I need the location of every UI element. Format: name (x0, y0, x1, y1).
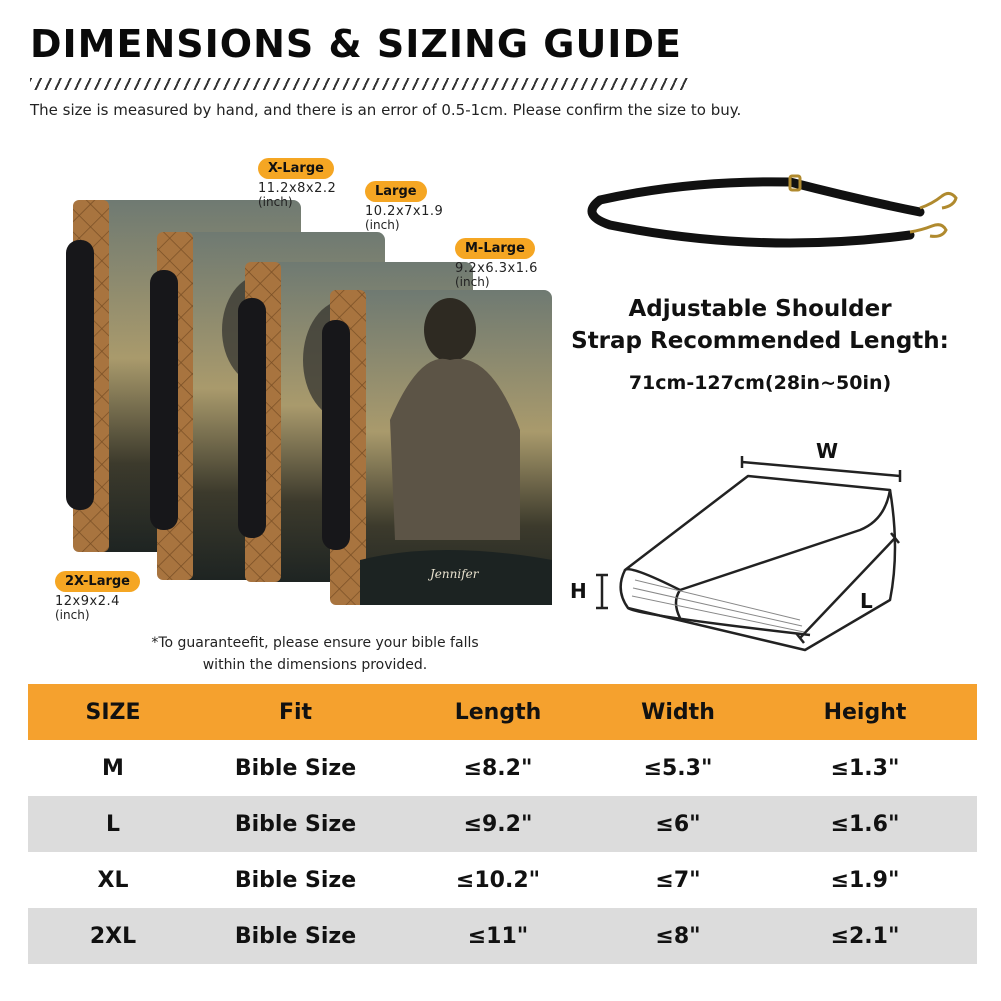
cell-height: ≤2.1" (830, 923, 900, 949)
size-dimensions: 10.2x7x1.9 (365, 204, 444, 219)
table-row (28, 908, 977, 964)
cell-height: ≤1.3" (830, 755, 900, 781)
cell-width: ≤5.3" (643, 755, 713, 781)
cell-fit: Bible Size (234, 811, 357, 837)
footnote-line: within the dimensions provided. (202, 657, 428, 673)
cell-height: ≤1.9" (830, 867, 900, 893)
bible-covers-image (0, 0, 560, 640)
strap-length: 71cm-127cm(28in~50in) (628, 372, 892, 394)
size-tag: Large (365, 181, 427, 202)
strap-heading-line: Strap Recommended Length: (571, 328, 949, 354)
page-title: DIMENSIONS & SIZING GUIDE (30, 22, 682, 66)
cell-length: ≤9.2" (463, 811, 533, 837)
column-header-size: SIZE (85, 699, 141, 725)
cell-size: M (102, 755, 124, 781)
cell-size: XL (97, 867, 129, 893)
cell-width: ≤7" (655, 867, 701, 893)
measurement-note: The size is measured by hand, and there is an error of 0.5-1cm. Please confirm the size to buy. (30, 101, 742, 119)
cell-length: ≤11" (467, 923, 529, 949)
book-signature: Jennifer (430, 567, 479, 581)
size-dimensions: 12x9x2.4 (55, 594, 120, 609)
height-label: H (570, 579, 587, 603)
size-label-m-large (455, 237, 538, 288)
size-tag: X-Large (258, 158, 334, 179)
cell-size: L (105, 811, 121, 837)
size-label-x-large (258, 157, 336, 208)
column-header-width: Width (641, 699, 715, 725)
size-dimensions: 9.2x6.3x1.6 (455, 261, 538, 276)
table-row (28, 740, 977, 796)
size-dimensions: 11.2x8x2.2 (258, 181, 337, 196)
column-header-length: Length (454, 699, 542, 725)
table-row (28, 852, 977, 908)
size-chart-table (28, 684, 977, 964)
size-tag: M-Large (455, 238, 535, 259)
column-header-height: Height (823, 699, 907, 725)
size-label-2x-large (55, 570, 140, 621)
cell-height: ≤1.6" (830, 811, 900, 837)
cell-fit: Bible Size (234, 923, 357, 949)
book-dimensions-diagram (560, 430, 920, 660)
size-unit: (inch) (365, 218, 400, 232)
length-label: L (860, 589, 873, 613)
fit-footnote (100, 632, 530, 676)
size-unit: (inch) (258, 195, 293, 209)
table-header-row (28, 684, 977, 740)
cell-length: ≤10.2" (455, 867, 541, 893)
size-unit: (inch) (455, 275, 490, 289)
cell-width: ≤6" (655, 811, 701, 837)
cell-width: ≤8" (655, 923, 701, 949)
size-tag: 2X-Large (55, 571, 140, 592)
cell-fit: Bible Size (234, 755, 357, 781)
book-cover-medium (322, 290, 552, 605)
cell-size: 2XL (89, 923, 137, 949)
table-row (28, 796, 977, 852)
cell-fit: Bible Size (234, 867, 357, 893)
footnote-line: *To guaranteefit, please ensure your bible falls (151, 635, 479, 651)
size-label-large (365, 180, 443, 231)
column-header-fit: Fit (278, 699, 313, 725)
strap-heading-line: Adjustable Shoulder (628, 296, 892, 322)
size-unit: (inch) (55, 608, 90, 622)
shoulder-strap-image (560, 170, 980, 270)
cell-length: ≤8.2" (463, 755, 533, 781)
strap-heading (560, 293, 960, 357)
width-label: W (816, 439, 839, 463)
